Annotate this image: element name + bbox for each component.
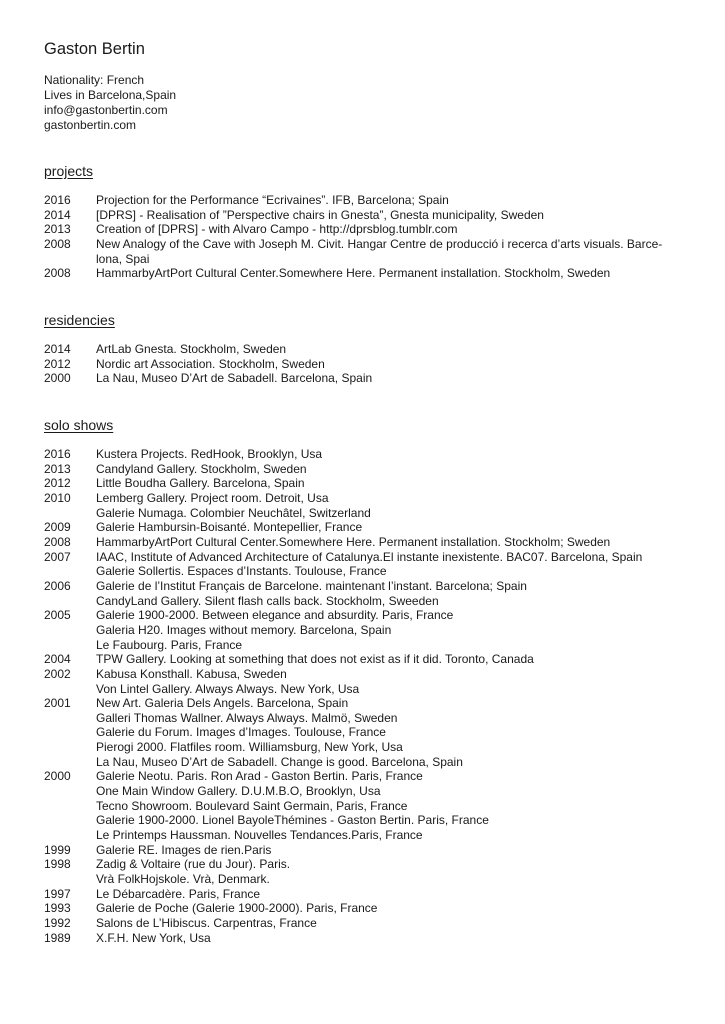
entry-row [44, 193, 684, 208]
entry-year: 2008 [44, 236, 71, 251]
entry-line: Little Boudha Gallery. Barcelona, Spain [96, 476, 305, 491]
entry-line: Salons de L’Hibiscus. Carpentras, France [96, 916, 317, 930]
website: gastonbertin.com [44, 118, 137, 132]
entry-line: Galerie Neotu. Paris. Ron Arad - Gaston Bertin. Paris, France [96, 769, 423, 784]
entry-line: Galerie de l’Institut Français de Barcelone. maintenant l’instant. Barcelona; Spain [96, 578, 527, 593]
entry-year: 2012 [44, 356, 71, 371]
entry-year: 2012 [44, 476, 71, 491]
entry-line: New Art. Galeria Dels Angels. Barcelona, Spain [96, 696, 349, 711]
entry-row [44, 266, 684, 281]
entry-text [96, 193, 684, 208]
entry-row [44, 608, 684, 652]
entry-year: 1992 [44, 916, 71, 930]
entry-line: Galerie Hambursin-Boisanté. Montepellier, France [96, 520, 363, 535]
entry-text [96, 357, 684, 372]
entry-row [44, 476, 684, 491]
entry-text [96, 237, 684, 266]
entry-line: ArtLab Gnesta. Stockholm, Sweden [96, 342, 287, 356]
entry-year: 2005 [44, 608, 71, 623]
entry-row [44, 357, 684, 372]
entry-text [96, 476, 684, 491]
entry-line: X.F.H. New York, Usa [96, 930, 211, 945]
entry-line: Nordic art Association. Stockholm, Sweden [96, 356, 325, 371]
entry-year: 2004 [44, 652, 71, 667]
entry-line: Zadig & Voltaire (rue du Jour). Paris. [96, 857, 291, 872]
entry-line: Creation of [DPRS] - with Alvaro Campo - http://dprsblog.tumblr.com [96, 222, 458, 237]
entry-year: 2010 [44, 490, 71, 505]
entry-year: 2000 [44, 769, 71, 784]
entry-row [44, 857, 684, 886]
entry-year: 1997 [44, 886, 71, 901]
entry-line: Galleri Thomas Wallner. Always Always. Malmö, Sweden [96, 710, 398, 725]
entry-line: [DPRS] - Realisation of ”Perspective chairs in Gnesta”, Gnesta municipality, Sweden [96, 207, 544, 222]
entry-row [44, 342, 684, 357]
entry-line: Le Faubourg. Paris, France [96, 637, 243, 652]
entry-text [96, 857, 684, 886]
entry-row [44, 667, 684, 696]
entry-text [96, 652, 684, 667]
entry-text [96, 491, 684, 520]
entry-year: 2016 [44, 447, 71, 461]
entry-line: Galerie 1900-2000. Lionel BayoleThémines - Gaston Bertin. Paris, France [96, 813, 489, 828]
entry-line: CandyLand Gallery. Silent flash calls back. Stockholm, Sweeden [96, 593, 439, 608]
entry-text [96, 462, 684, 477]
entry-text [96, 447, 684, 462]
entry-text [96, 371, 684, 386]
residencies-list [44, 342, 684, 386]
entry-row [44, 535, 684, 550]
entry-year: 2002 [44, 666, 71, 681]
entry-line: HammarbyArtPort Cultural Center.Somewhere Here. Permanent installation. Stockholm; Sweden [96, 534, 611, 549]
entry-year: 2013 [44, 461, 71, 476]
entry-year: 2013 [44, 222, 71, 237]
entry-line: Galerie de Poche (Galerie 1900-2000). Paris, France [96, 901, 378, 916]
entry-text [96, 222, 684, 237]
nationality: Nationality: French [44, 73, 145, 87]
entry-text [96, 887, 684, 902]
projects-heading: projects [44, 163, 94, 179]
entry-year: 2006 [44, 578, 71, 593]
entry-line: Pierogi 2000. Flatfiles room. Williamsburg, New York, Usa [96, 740, 403, 755]
entry-row [44, 550, 684, 579]
projects-list [44, 193, 684, 281]
contact-info [44, 73, 176, 133]
solo-shows-heading: solo shows [44, 417, 114, 433]
entry-row [44, 843, 684, 858]
entry-row [44, 208, 684, 223]
entry-row [44, 931, 684, 946]
entry-text [96, 550, 684, 579]
entry-row [44, 491, 684, 520]
residence: Lives in Barcelona,Spain [44, 88, 177, 102]
entry-text [96, 931, 684, 946]
entry-row [44, 520, 684, 535]
entry-year: 2007 [44, 549, 71, 564]
entry-year: 1998 [44, 857, 71, 872]
entry-text [96, 901, 684, 916]
entry-line: Le Printemps Haussman. Nouvelles Tendances.Paris, France [96, 828, 423, 843]
entry-text [96, 535, 684, 550]
entry-row [44, 222, 684, 237]
entry-text [96, 843, 684, 858]
entry-row [44, 769, 684, 842]
entry-text [96, 266, 684, 281]
entry-line: Kabusa Konsthall. Kabusa, Sweden [96, 666, 287, 681]
entry-year: 1999 [44, 842, 71, 857]
entry-text [96, 208, 684, 223]
entry-line: Tecno Showroom. Boulevard Saint Germain, Paris, France [96, 798, 408, 813]
entry-year: 2001 [44, 696, 71, 711]
entry-text [96, 579, 684, 608]
entry-line: IAAC, Institute of Advanced Architecture of Catalunya.El instante inexistente. BAC07. Barcelona, Spain [96, 549, 643, 564]
entry-row [44, 887, 684, 902]
entry-row [44, 696, 684, 769]
entry-line: HammarbyArtPort Cultural Center.Somewhere Here. Permanent installation. Stockholm, Sweden [96, 266, 611, 281]
entry-line: Von Lintel Gallery. Always Always. New York, Usa [96, 681, 360, 696]
artist-name: Gaston Bertin [44, 40, 145, 58]
entry-line: La Nau, Museo D’Art de Sabadell. Change is good. Barcelona, Spain [96, 754, 463, 769]
entry-line: TPW Gallery. Looking at something that does not exist as if it did. Toronto, Canada [96, 652, 534, 667]
entry-line: Le Débarcadère. Paris, France [96, 886, 261, 901]
entry-row [44, 237, 684, 266]
entry-row [44, 916, 684, 931]
entry-year: 1993 [44, 901, 71, 916]
entry-text [96, 342, 684, 357]
entry-year: 1989 [44, 930, 71, 945]
entry-line: New Analogy of the Cave with Joseph M. Civit. Hangar Centre de producció i recerca d’arts visuals. Barce- [96, 236, 663, 251]
entry-line: Galerie du Forum. Images d’Images. Toulouse, France [96, 725, 386, 740]
entry-text [96, 608, 684, 652]
entry-year: 2008 [44, 266, 71, 281]
entry-line: La Nau, Museo D’Art de Sabadell. Barcelona, Spain [96, 371, 373, 386]
entry-year: 2014 [44, 207, 71, 222]
entry-year: 2000 [44, 371, 71, 386]
entry-line: Kustera Projects. RedHook, Brooklyn, Usa [96, 447, 323, 461]
entry-text [96, 520, 684, 535]
entry-line: Lemberg Gallery. Project room. Detroit, Usa [96, 490, 329, 505]
entry-row [44, 371, 684, 386]
entry-line: Galerie RE. Images de rien.Paris [96, 842, 272, 857]
entry-text [96, 916, 684, 931]
email: info@gastonbertin.com [44, 103, 168, 117]
entry-line: Galeria H20. Images without memory. Barcelona, Spain [96, 622, 392, 637]
entry-row [44, 462, 684, 477]
entry-line: Projection for the Performance “Ecrivaines”. IFB, Barcelona; Spain [96, 193, 449, 207]
entry-text [96, 696, 684, 769]
entry-line: Vrà FolkHojskole. Vrà, Denmark. [96, 872, 270, 887]
entry-line: Candyland Gallery. Stockholm, Sweden [96, 461, 307, 476]
entry-line: lona, Spai [96, 251, 150, 266]
solo-shows-list [44, 447, 684, 945]
entry-year: 2008 [44, 534, 71, 549]
entry-line: Galerie Sollertis. Espaces d’Instants. Toulouse, France [96, 564, 387, 579]
entry-year: 2009 [44, 520, 71, 535]
entry-row [44, 579, 684, 608]
entry-line: Galerie 1900-2000. Between elegance and absurdity. Paris, France [96, 608, 454, 623]
residencies-heading: residencies [44, 312, 115, 328]
entry-text [96, 667, 684, 696]
entry-line: One Main Window Gallery. D.U.M.B.O, Brooklyn, Usa [96, 784, 381, 799]
entry-row [44, 652, 684, 667]
entry-year: 2016 [44, 193, 71, 207]
entry-text [96, 769, 684, 842]
entry-line: Galerie Numaga. Colombier Neuchâtel, Switzerland [96, 505, 371, 520]
entry-row [44, 447, 684, 462]
entry-row [44, 901, 684, 916]
entry-year: 2014 [44, 342, 71, 356]
